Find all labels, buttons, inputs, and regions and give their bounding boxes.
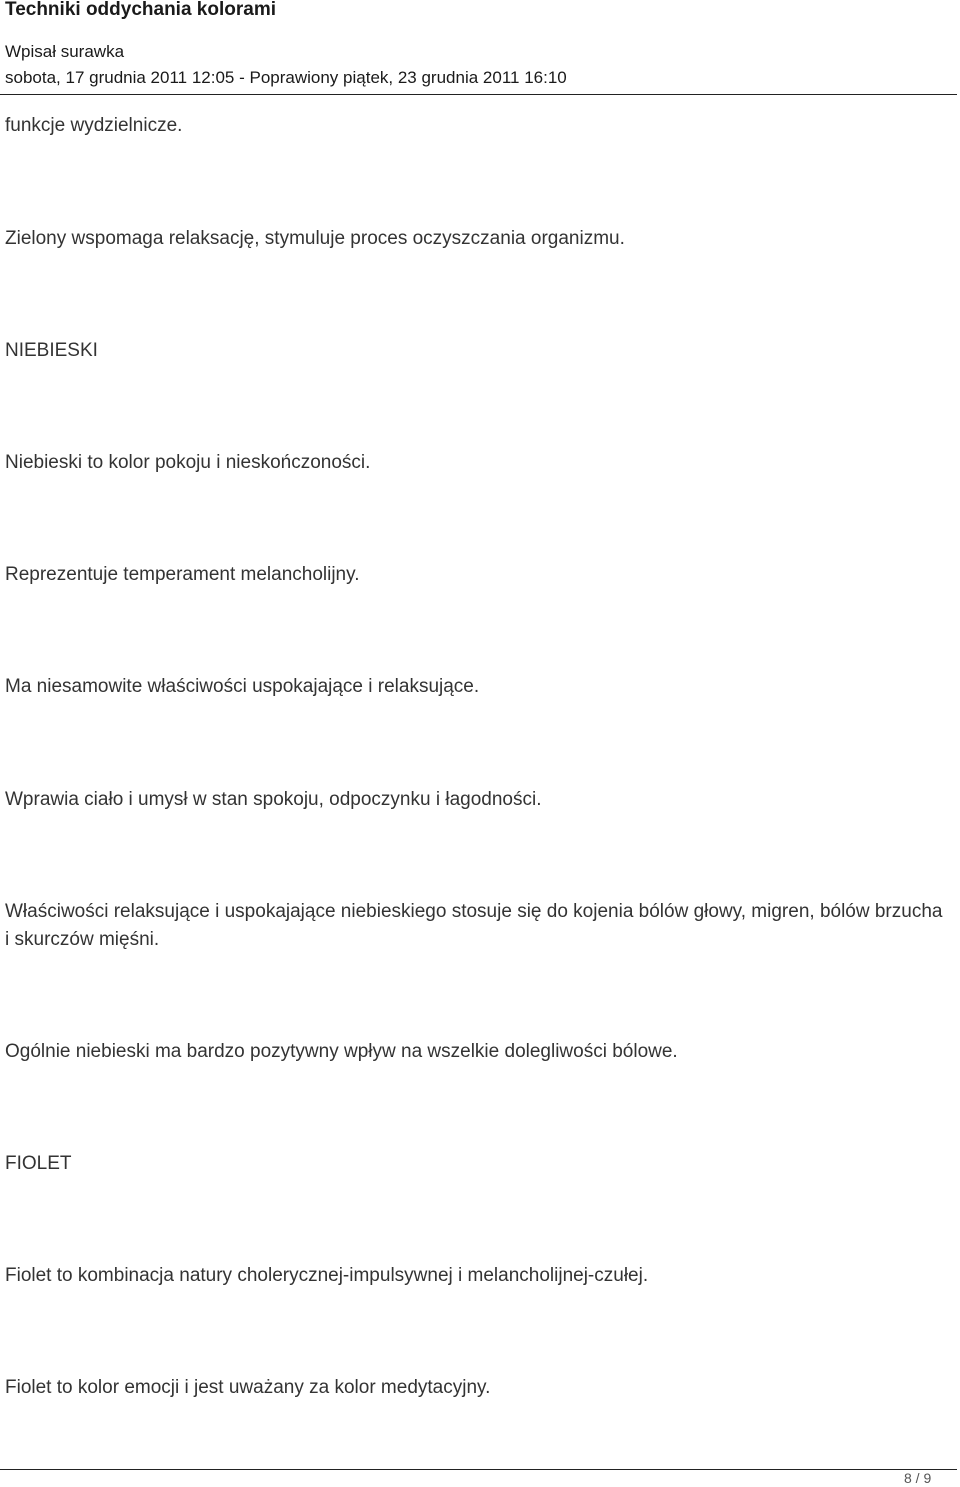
footer-divider bbox=[0, 1469, 957, 1470]
header-divider bbox=[0, 94, 957, 95]
paragraph: Zielony wspomaga relaksację, stymuluje proces oczyszczania organizmu. bbox=[5, 228, 625, 249]
paragraph: Fiolet to kolor emocji i jest uważany za kolor medytacyjny. bbox=[5, 1377, 491, 1398]
section-heading-fiolet: FIOLET bbox=[5, 1153, 72, 1174]
paragraph: Właściwości relaksujące i uspokajające niebieskiego stosuje się do kojenia bólów głowy, migren, bólów brzucha i skurczów mięśni. bbox=[5, 901, 943, 950]
author-line: Wpisał surawka bbox=[5, 42, 125, 61]
paragraph: Niebieski to kolor pokoju i nieskończoności. bbox=[5, 452, 371, 473]
page-number: 8 / 9 bbox=[904, 1470, 932, 1486]
paragraph: Fiolet to kombinacja natury cholerycznej-impulsywnej i melancholijnej-czułej. bbox=[5, 1265, 649, 1286]
paragraph: Reprezentuje temperament melancholijny. bbox=[5, 564, 360, 585]
section-heading-niebieski: NIEBIESKI bbox=[5, 340, 98, 361]
paragraph: funkcje wydzielnicze. bbox=[5, 115, 183, 136]
article-title: Techniki oddychania kolorami bbox=[5, 0, 276, 20]
paragraph: Ma niesamowite właściwości uspokajające i relaksujące. bbox=[5, 676, 480, 697]
paragraph: Wprawia ciało i umysł w stan spokoju, odpoczynku i łagodności. bbox=[5, 789, 542, 810]
date-line: sobota, 17 grudnia 2011 12:05 - Poprawiony piątek, 23 grudnia 2011 16:10 bbox=[5, 68, 567, 87]
paragraph: Ogólnie niebieski ma bardzo pozytywny wpływ na wszelkie dolegliwości bólowe. bbox=[5, 1041, 678, 1062]
